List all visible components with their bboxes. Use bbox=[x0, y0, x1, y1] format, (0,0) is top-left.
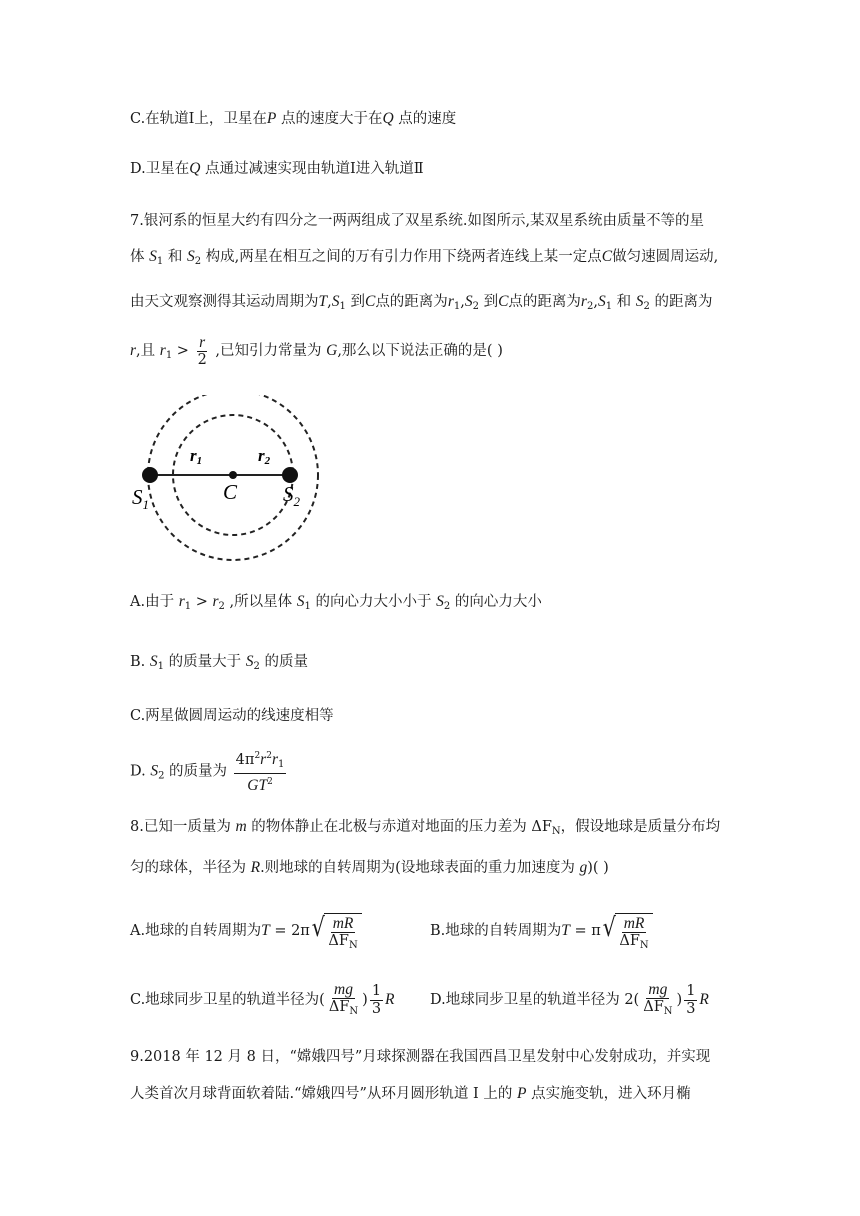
q8-option-a: A.地球的自转周期为T = 2π √ $\frac{mR}{\Delta F_N}$ bbox=[130, 908, 362, 954]
star-s2 bbox=[282, 467, 298, 483]
q8-option-c: C.地球同步卫星的轨道半径为( $\frac{mg}{\Delta F_N}$ ) $\frac{1}{3}$ R bbox=[130, 980, 395, 1017]
sqrt-expression-b: √ $\frac{mR}{\Delta F_N}$ bbox=[601, 908, 653, 954]
q7-stem-line3: 由天文观察测得其运动周期为$T,S_1$ 到C点的距离为$r_1,S_2$ 到C点的距离为$r_2,S_1$ 和 $S_2$ 的距离为 bbox=[130, 293, 713, 312]
label-s1: $S_1$ bbox=[132, 485, 149, 512]
mass-formula-fraction: $\frac{4\pi^2r^2r_1}{GT^2}$ bbox=[234, 748, 287, 795]
q7-stem-line1: 7.银河系的恒星大约有四分之一两两组成了双星系统.如图所示,某双星系统由质量不等的星 bbox=[130, 213, 705, 229]
label-r1: r1 bbox=[190, 446, 203, 467]
binary-star-diagram bbox=[130, 395, 330, 570]
q8-option-d: D.地球同步卫星的轨道半径为 2( $\frac{mg}{\Delta F_N}$ ) $\frac{1}{3}$ R bbox=[430, 980, 709, 1017]
q6-option-d: D.卫星在Q 点通过减速实现由轨道Ⅰ进入轨道Ⅱ bbox=[130, 160, 424, 177]
q9-stem-line2: 人类首次月球背面软着陆.“嫦娥四号”从环月圆形轨道 I 上的 P 点实施变轨，进入环月椭 bbox=[130, 1085, 691, 1102]
star-s1 bbox=[142, 467, 158, 483]
q7-option-a: A.由于 $r_1 > r_2$ ,所以星体 $S_1$ 的向心力大小小于 $S_2$ 的向心力大小 bbox=[130, 593, 542, 612]
sqrt-expression-a: √ $\frac{mR}{\Delta F_N}$ bbox=[310, 908, 362, 954]
q8-option-b: B.地球的自转周期为T = π √ $\frac{mR}{\Delta F_N}$ bbox=[430, 908, 653, 954]
q7-stem-line2: 体 $S_1$ 和 $S_2$ 构成,两星在相互之间的万有引力作用下绕两者连线上某一定点C做匀速圆周运动, bbox=[130, 248, 719, 267]
q7-option-b: B. $S_1$ 的质量大于 $S_2$ 的质量 bbox=[130, 653, 308, 672]
label-s2: $S_2$ bbox=[283, 482, 300, 509]
q8-stem-line2: 匀的球体，半径为 R.则地球的自转周期为(设地球表面的重力加速度为 g)( ) bbox=[130, 859, 609, 876]
label-r2: r2 bbox=[258, 446, 271, 467]
q7-option-c: C.两星做圆周运动的线速度相等 bbox=[130, 708, 334, 724]
q9-stem-line1: 9.2018 年 12 月 8 日，“嫦娥四号”月球探测器在我国西昌卫星发射中心发射成功，并实现 bbox=[130, 1049, 711, 1065]
r-over-2-fraction: $\frac{r}{2}$ bbox=[197, 333, 207, 368]
q8-stem-line1: 8.已知一质量为 m 的物体静止在北极与赤道对地面的压力差为 $\Delta F_N$，假设地球是质量分布均 bbox=[130, 818, 721, 837]
label-c: C bbox=[223, 480, 238, 504]
q7-stem-line4: r,且 $r_1$ > $\frac{r}{2}$ ,已知引力常量为 G,那么以下说法正确的是( ) bbox=[130, 333, 503, 368]
center-point-c bbox=[229, 471, 237, 479]
q7-option-d: D. $S_2$ 的质量为 $\frac{4\pi^2r^2r_1}{GT^2}$ bbox=[130, 748, 288, 797]
q6-option-c: C.在轨道Ⅰ上，卫星在P 点的速度大于在Q 点的速度 bbox=[130, 110, 457, 127]
